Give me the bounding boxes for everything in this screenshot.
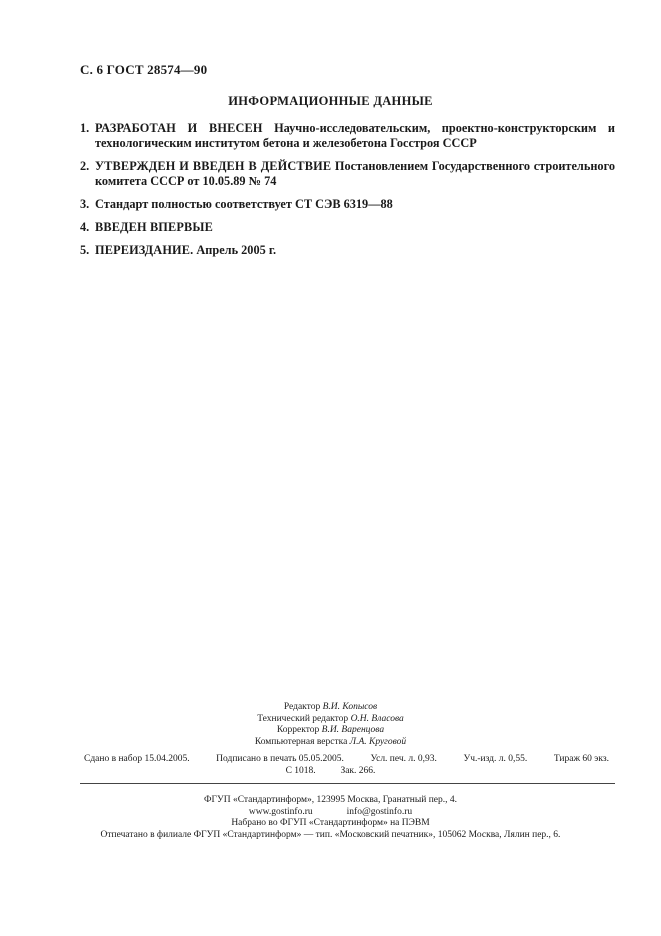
footer (0, 795, 661, 841)
corrector-name: В.И. Варенцова (321, 725, 385, 735)
info-item-text (95, 220, 615, 235)
signed-date: Подписано в печать 05.05.2005. (216, 754, 344, 764)
info-item-text (95, 159, 615, 189)
email-link[interactable]: info@gostinfo.ru (346, 806, 413, 817)
imprint-tech-editor (0, 714, 661, 726)
tech-editor-name: О.Н. Власова (350, 713, 404, 724)
corrector-role: Корректор (276, 725, 320, 735)
c-number: С 1018. (285, 766, 316, 776)
publisher-address: ФГУП «Стандартинформ», 123995 Москва, Гранатный пер., 4. (203, 795, 458, 805)
info-item-caps: РАЗРАБОТАН И ВНЕСЕН (95, 121, 263, 135)
submitted-date: Сдано в набор 15.04.2005. (84, 754, 190, 764)
info-item-body: Апрель 2005 г. (193, 243, 277, 257)
info-item-4 (80, 220, 615, 235)
info-list (80, 121, 615, 266)
contacts (0, 807, 661, 819)
info-item-2 (80, 159, 615, 189)
info-item-body: Стандарт полностью соответствует СТ СЭВ 6319—88 (95, 197, 393, 211)
imprint-layout (0, 737, 661, 749)
print-sheets: Усл. печ. л. 0,93. (370, 754, 437, 764)
circulation: Тираж 60 экз. (553, 754, 609, 764)
info-item-5 (80, 243, 615, 258)
website-link[interactable]: www.gostinfo.ru (248, 806, 313, 817)
imprint-block (0, 702, 661, 748)
footer-divider (80, 783, 615, 784)
tech-editor-role: Технический редактор (257, 713, 349, 724)
layout-name: Л.А. Круговой (349, 736, 407, 747)
editor-name: В.И. Копысов (322, 702, 378, 712)
edit-sheets: Уч.-изд. л. 0,55. (463, 754, 528, 764)
info-item-1 (80, 121, 615, 151)
editor-role: Редактор (283, 702, 321, 712)
info-item-body: Научно-исследовательским, проектно-конструкторским и технологическим институтом бетона и железобетона Госстроя СССР (95, 121, 615, 150)
info-item-text (95, 243, 615, 258)
layout-role: Компьютерная верстка (254, 736, 348, 747)
info-item-number: 3. (80, 197, 90, 211)
info-item-caps: ПЕРЕИЗДАНИЕ. (95, 243, 194, 257)
typeset-note: Набрано во ФГУП «Стандартинформ» на ПЭВМ (231, 818, 430, 828)
info-item-text (95, 121, 615, 151)
info-item-number: 2. (80, 159, 90, 173)
publication-details (84, 754, 609, 764)
publication-details-2 (0, 766, 661, 776)
info-item-number: 1. (80, 121, 90, 135)
info-item-caps: ВВЕДЕН ВПЕРВЫЕ (95, 220, 213, 234)
section-title: ИНФОРМАЦИОННЫЕ ДАННЫЕ (228, 94, 433, 108)
info-item-text (95, 197, 615, 212)
order-number: Зак. 266. (340, 766, 376, 776)
info-item-3 (80, 197, 615, 212)
info-item-number: 5. (80, 243, 90, 257)
info-item-body: Постановлением Государственного строительного комитета СССР от 10.05.89 № 74 (95, 159, 615, 188)
info-item-caps: УТВЕРЖДЕН И ВВЕДЕН В ДЕЙСТВИЕ (95, 159, 332, 173)
printed-note: Отпечатано в филиале ФГУП «Стандартинформ» — тип. «Московский печатник», 105062 Москва, Лялин пер., 6. (100, 829, 561, 840)
info-item-number: 4. (80, 220, 90, 234)
imprint-corrector (0, 725, 661, 737)
imprint-editor (0, 702, 661, 714)
page-header: С. 6 ГОСТ 28574—90 (80, 62, 208, 77)
